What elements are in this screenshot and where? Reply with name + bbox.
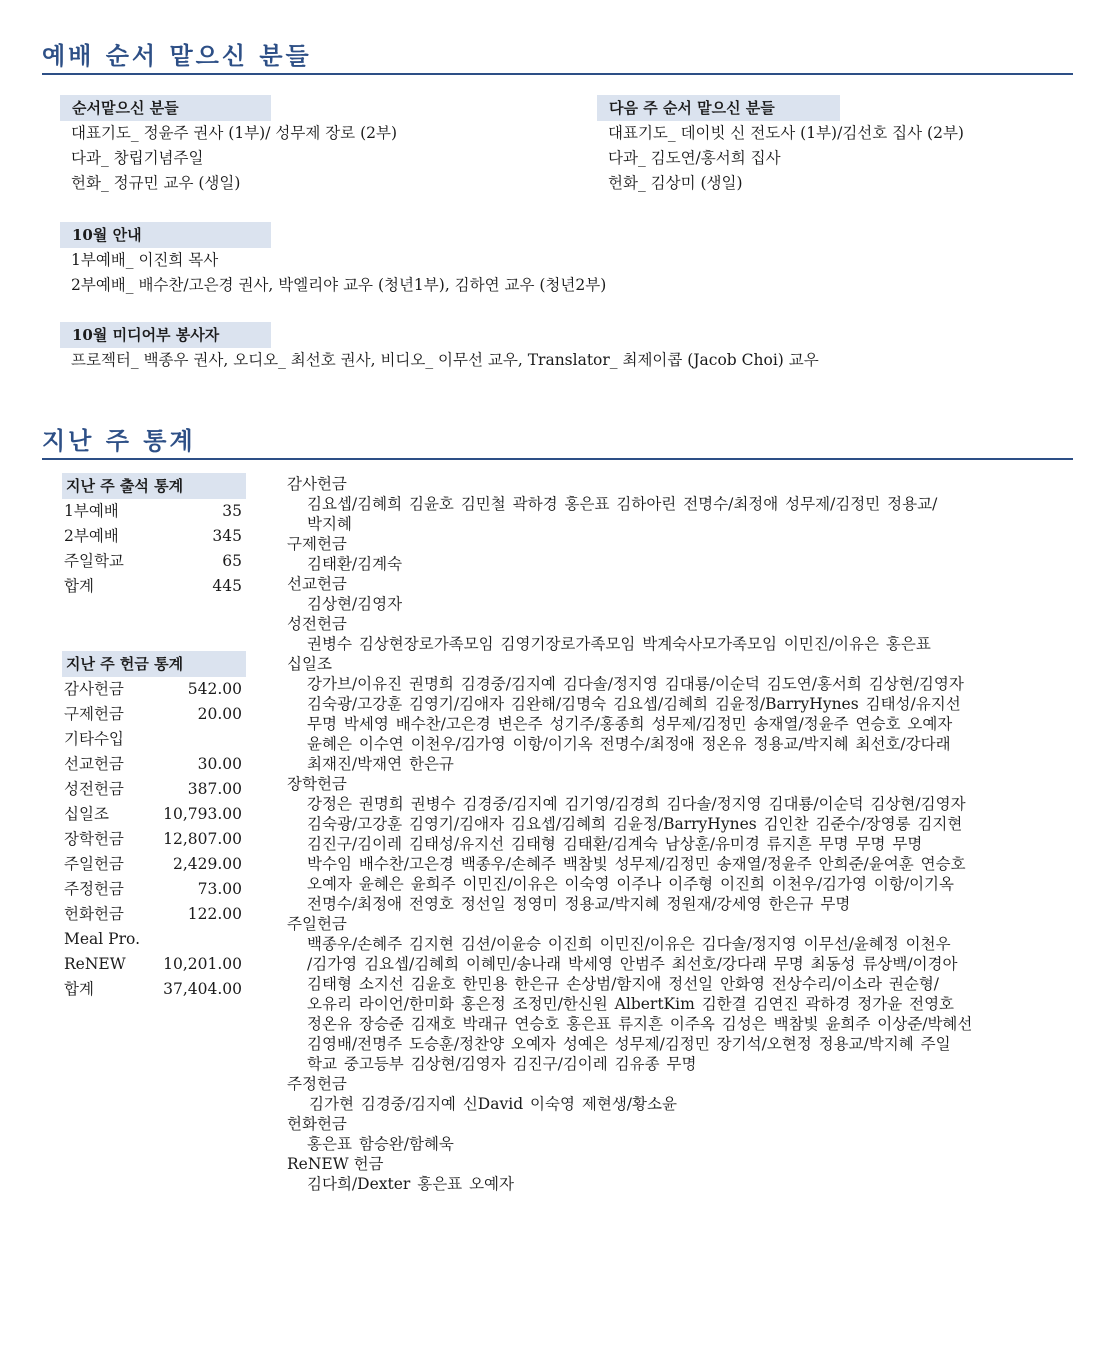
offering-label: 구제헌금	[64, 705, 124, 723]
offering-row	[62, 927, 246, 952]
offering-value: 73.00	[197, 880, 242, 898]
current-roles-line: 대표기도_ 정윤주 권사 (1부)/ 성무제 장로 (2부)	[71, 124, 398, 142]
offering-label: 합계	[64, 980, 94, 998]
october-info-heading: 10월 안내	[60, 222, 271, 248]
offering-row	[62, 827, 246, 852]
donor-names-line: 오예자 윤혜은 윤희주 이민진/이유은 이숙영 이주나 이주형 이진희 이천우/김가영 이항/이기옥	[307, 875, 954, 893]
offering-label: ReNEW	[64, 955, 126, 973]
next-roles-line: 헌화_ 김상미 (생일)	[608, 174, 743, 192]
donor-names-line: 김숙광/고강훈 김영기/김애자 김요셉/김혜희 김윤정/BarryHynes 김인찬 김준수/장영롱 김지현	[307, 815, 963, 833]
next-roles-line: 대표기도_ 데이빗 신 전도사 (1부)/김선호 집사 (2부)	[608, 124, 964, 142]
offering-row	[62, 902, 246, 927]
offering-label: 감사헌금	[64, 680, 124, 698]
offering-row	[62, 702, 246, 727]
donor-names-line: 백종우/손혜주 김지현 김션/이윤승 이진희 이민진/이유은 김다솔/정지영 이무선/윤혜정 이천우	[307, 935, 951, 953]
donor-category: 십일조	[287, 655, 332, 673]
next-roles-heading: 다음 주 순서 맡으신 분들	[597, 95, 840, 121]
offering-value: 12,807.00	[163, 830, 242, 848]
donor-category: 주정헌금	[287, 1075, 347, 1093]
media-volunteers-line: 프로젝터_ 백종우 권사, 오디오_ 최선호 권사, 비디오_ 이무선 교우, Translator_ 최제이콥 (Jacob Choi) 교우	[71, 351, 819, 369]
offering-value: 30.00	[197, 755, 242, 773]
offering-label: Meal Pro.	[64, 930, 140, 948]
offering-row	[62, 752, 246, 777]
offering-row	[62, 677, 246, 702]
donor-names-line: 김숙광/고강훈 김영기/김애자 김완해/김명숙 김요셉/김혜희 김윤정/BarryHynes 김태성/유지선	[307, 695, 961, 713]
offering-value: 387.00	[187, 780, 242, 798]
attendance-heading: 지난 주 출석 통계	[62, 473, 246, 499]
donor-names-line: 박수임 배수찬/고은경 백종우/손혜주 백참빛 성무제/김정민 송재열/정윤주 안희준/윤여훈 연승호	[307, 855, 966, 873]
offering-value: 2,429.00	[172, 855, 242, 873]
donor-names-line: 정온유 장승준 김재호 박래규 연승호 홍은표 류지흔 이주옥 김성은 백참빛 윤희주 이상준/박혜선	[307, 1015, 973, 1033]
donor-category: ReNEW 헌금	[287, 1155, 384, 1173]
donor-list	[287, 474, 1070, 1194]
donor-names-line: 박지혜	[307, 515, 352, 533]
donor-category: 장학헌금	[287, 775, 347, 793]
offering-label: 헌화헌금	[64, 905, 124, 923]
offering-row	[62, 852, 246, 877]
attendance-label: 합계	[64, 577, 94, 595]
donor-names-line: 권병수 김상현장로가족모임 김영기장로가족모임 박계숙사모가족모임 이민진/이유은 홍은표	[307, 635, 931, 653]
donor-names-line: 김상현/김영자	[307, 595, 403, 613]
donor-names-line: 김태환/김계숙	[307, 555, 403, 573]
donor-names-line: 김요셉/김혜희 김윤호 김민철 곽하경 홍은표 김하아린 전명수/최정애 성무제/김정민 정용교/	[307, 495, 938, 513]
donor-names-line: 전명수/최정애 전영호 정선일 정영미 정용교/박지혜 정원재/강세영 한은규 무명	[307, 895, 851, 913]
offering-table	[62, 651, 246, 1002]
offering-value: 20.00	[197, 705, 242, 723]
donor-names-line: 김태형 소지선 김윤호 한민용 한은규 손상범/함지애 정선일 안화영 전상수리/이소라 권순형/	[307, 975, 940, 993]
attendance-row	[62, 574, 246, 599]
attendance-value: 65	[222, 552, 242, 570]
offering-label: 장학헌금	[64, 830, 124, 848]
offering-row	[62, 727, 246, 752]
current-roles-heading: 순서맡으신 분들	[60, 95, 271, 121]
october-info-line: 1부예배_ 이진희 목사	[71, 251, 219, 269]
donor-category: 구제헌금	[287, 535, 347, 553]
donor-names-line: 학교 중고등부 김상현/김영자 김진구/김이레 김유종 무명	[307, 1055, 697, 1073]
offering-label: 선교헌금	[64, 755, 124, 773]
media-volunteers-heading: 10월 미디어부 봉사자	[60, 322, 271, 348]
attendance-value: 445	[212, 577, 242, 595]
offering-row	[62, 777, 246, 802]
offering-rows	[62, 677, 246, 1002]
attendance-label: 2부예배	[64, 527, 119, 545]
donor-names-line: 강가브/이유진 권명희 김경중/김지예 김다솔/정지영 김대룡/이순덕 김도연/홍서희 김상현/김영자	[307, 675, 964, 693]
offering-value: 122.00	[187, 905, 242, 923]
offering-label: 주일헌금	[64, 855, 124, 873]
donor-names-line: 홍은표 함승완/함혜욱	[307, 1135, 454, 1153]
section-title-last-week-stats: 지난 주 통계	[42, 421, 1073, 460]
donor-category: 선교헌금	[287, 575, 347, 593]
attendance-label: 1부예배	[64, 502, 119, 520]
donor-names-line: 무명 박세영 배수찬/고은경 변은주 성기주/홍종희 성무제/김정민 송재열/정윤주 연승호 오예자	[307, 715, 953, 733]
donor-category: 헌화헌금	[287, 1115, 347, 1133]
donor-names-line: 김영배/전명주 도승훈/정찬양 오예자 성예은 성무제/김정민 장기석/오현정 정용교/박지혜 주일	[307, 1035, 951, 1053]
offering-row	[62, 877, 246, 902]
offering-row	[62, 952, 246, 977]
attendance-table	[62, 473, 246, 599]
donor-category: 주일헌금	[287, 915, 347, 933]
offering-value: 10,201.00	[163, 955, 242, 973]
attendance-value: 345	[212, 527, 242, 545]
offering-row	[62, 802, 246, 827]
offering-heading: 지난 주 헌금 통계	[62, 651, 246, 677]
october-info-line: 2부예배_ 배수찬/고은경 권사, 박엘리야 교우 (청년1부), 김하연 교우 (청년2부)	[71, 276, 607, 294]
offering-row	[62, 977, 246, 1002]
offering-label: 십일조	[64, 805, 109, 823]
attendance-row	[62, 549, 246, 574]
donor-names-line: 김가현 김경중/김지예 신David 이숙영 제현생/황소윤	[309, 1095, 677, 1113]
attendance-row	[62, 524, 246, 549]
offering-label: 주정헌금	[64, 880, 124, 898]
current-roles-line: 헌화_ 정규민 교우 (생일)	[71, 174, 241, 192]
offering-value: 542.00	[187, 680, 242, 698]
donor-names-line: /김가영 김요셉/김혜희 이혜민/송나래 박세영 안범주 최선호/강다래 무명 최동성 류상백/이경아	[307, 955, 958, 973]
attendance-rows	[62, 499, 246, 599]
attendance-label: 주일학교	[64, 552, 124, 570]
donor-names-line: 윤혜은 이수연 이천우/김가영 이항/이기옥 전명수/최정애 정온유 정용교/박지혜 최선호/강다래	[307, 735, 951, 753]
donor-names-line: 오유리 라이언/한미화 홍은정 조정민/한신원 AlbertKim 김한결 김연진 곽하경 정가윤 전영호	[307, 995, 955, 1013]
offering-value: 37,404.00	[163, 980, 242, 998]
donor-category: 성전헌금	[287, 615, 347, 633]
attendance-value: 35	[222, 502, 242, 520]
next-roles-line: 다과_ 김도연/홍서희 집사	[608, 149, 781, 167]
offering-label: 기타수입	[64, 730, 124, 748]
donor-names-line: 강정은 권명희 권병수 김경중/김지예 김기영/김경희 김다솔/정지영 김대룡/이순덕 김상현/김영자	[307, 795, 966, 813]
attendance-row	[62, 499, 246, 524]
offering-value: 10,793.00	[163, 805, 242, 823]
donor-names-line: 김다희/Dexter 홍은표 오예자	[307, 1175, 514, 1193]
section-title-service-roles: 예배 순서 맡으신 분들	[42, 36, 1073, 75]
donor-names-line: 김진구/김이레 김태성/유지선 김태형 김태환/김계숙 남상훈/유미경 류지흔 무명 무명 무명	[307, 835, 923, 853]
offering-label: 성전헌금	[64, 780, 124, 798]
current-roles-line: 다과_ 창립기념주일	[71, 149, 204, 167]
donor-category: 감사헌금	[287, 475, 347, 493]
donor-names-line: 최재진/박재연 한은규	[307, 755, 454, 773]
